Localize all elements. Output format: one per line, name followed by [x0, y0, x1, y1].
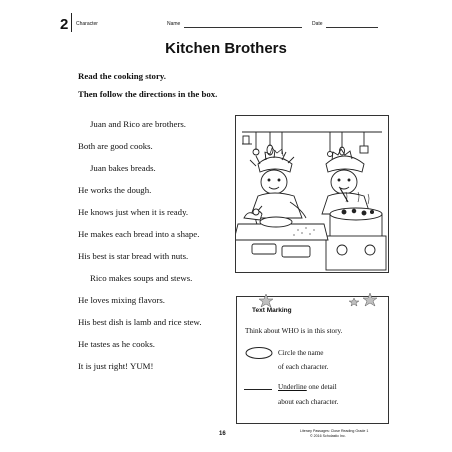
page-title: Kitchen Brothers	[165, 40, 287, 57]
underline-instruction-line-1	[278, 383, 337, 391]
circle-instruction-line-1: Circle the name	[278, 349, 324, 357]
story-line: It is just right! YUM!	[78, 361, 154, 371]
story-line: Juan and Rico are brothers.	[90, 119, 187, 129]
kitchen-illustration	[235, 115, 389, 273]
story-line: Juan bakes breads.	[90, 163, 156, 173]
story-line: He knows just when it is ready.	[78, 207, 189, 217]
text-marking-prompt: Think about WHO is in this story.	[245, 327, 343, 335]
date-field-line[interactable]	[326, 27, 378, 28]
name-field-line[interactable]	[184, 27, 302, 28]
story-line: His best dish is lamb and rice stew.	[78, 317, 202, 327]
unit-label: Character	[76, 21, 98, 27]
page-number: 16	[219, 431, 226, 437]
date-label: Date	[312, 21, 323, 27]
story-line: Rico makes soups and stews.	[90, 273, 193, 283]
kitchen-drawing-icon	[236, 116, 388, 272]
story-line: He makes each bread into a shape.	[78, 229, 200, 239]
footer-credit-line-2: © 2016 Scholastic Inc.	[310, 434, 346, 438]
underline-rest: one detail	[306, 383, 337, 391]
footer-credit-line-1: Literary Passages: Close Reading Grade 1	[300, 429, 369, 433]
text-marking-title: Text Marking	[252, 307, 292, 314]
story-line: Both are good cooks.	[78, 141, 153, 151]
circle-mark-icon	[244, 346, 274, 360]
name-label: Name	[167, 21, 181, 27]
story-line: He loves mixing flavors.	[78, 295, 165, 305]
story-line: He works the dough.	[78, 185, 152, 195]
underline-mark-icon	[244, 389, 272, 390]
underline-instruction-line-2: about each character.	[278, 398, 339, 406]
story-line: His best is star bread with nuts.	[78, 251, 189, 261]
instruction-line-1: Read the cooking story.	[78, 71, 166, 81]
story-line: He tastes as he cooks.	[78, 339, 155, 349]
header-divider	[71, 13, 72, 32]
circle-instruction-line-2: of each character.	[278, 363, 329, 371]
unit-number: 2	[60, 16, 69, 33]
instruction-line-2: Then follow the directions in the box.	[78, 89, 218, 99]
underline-word: Underline	[278, 383, 307, 391]
